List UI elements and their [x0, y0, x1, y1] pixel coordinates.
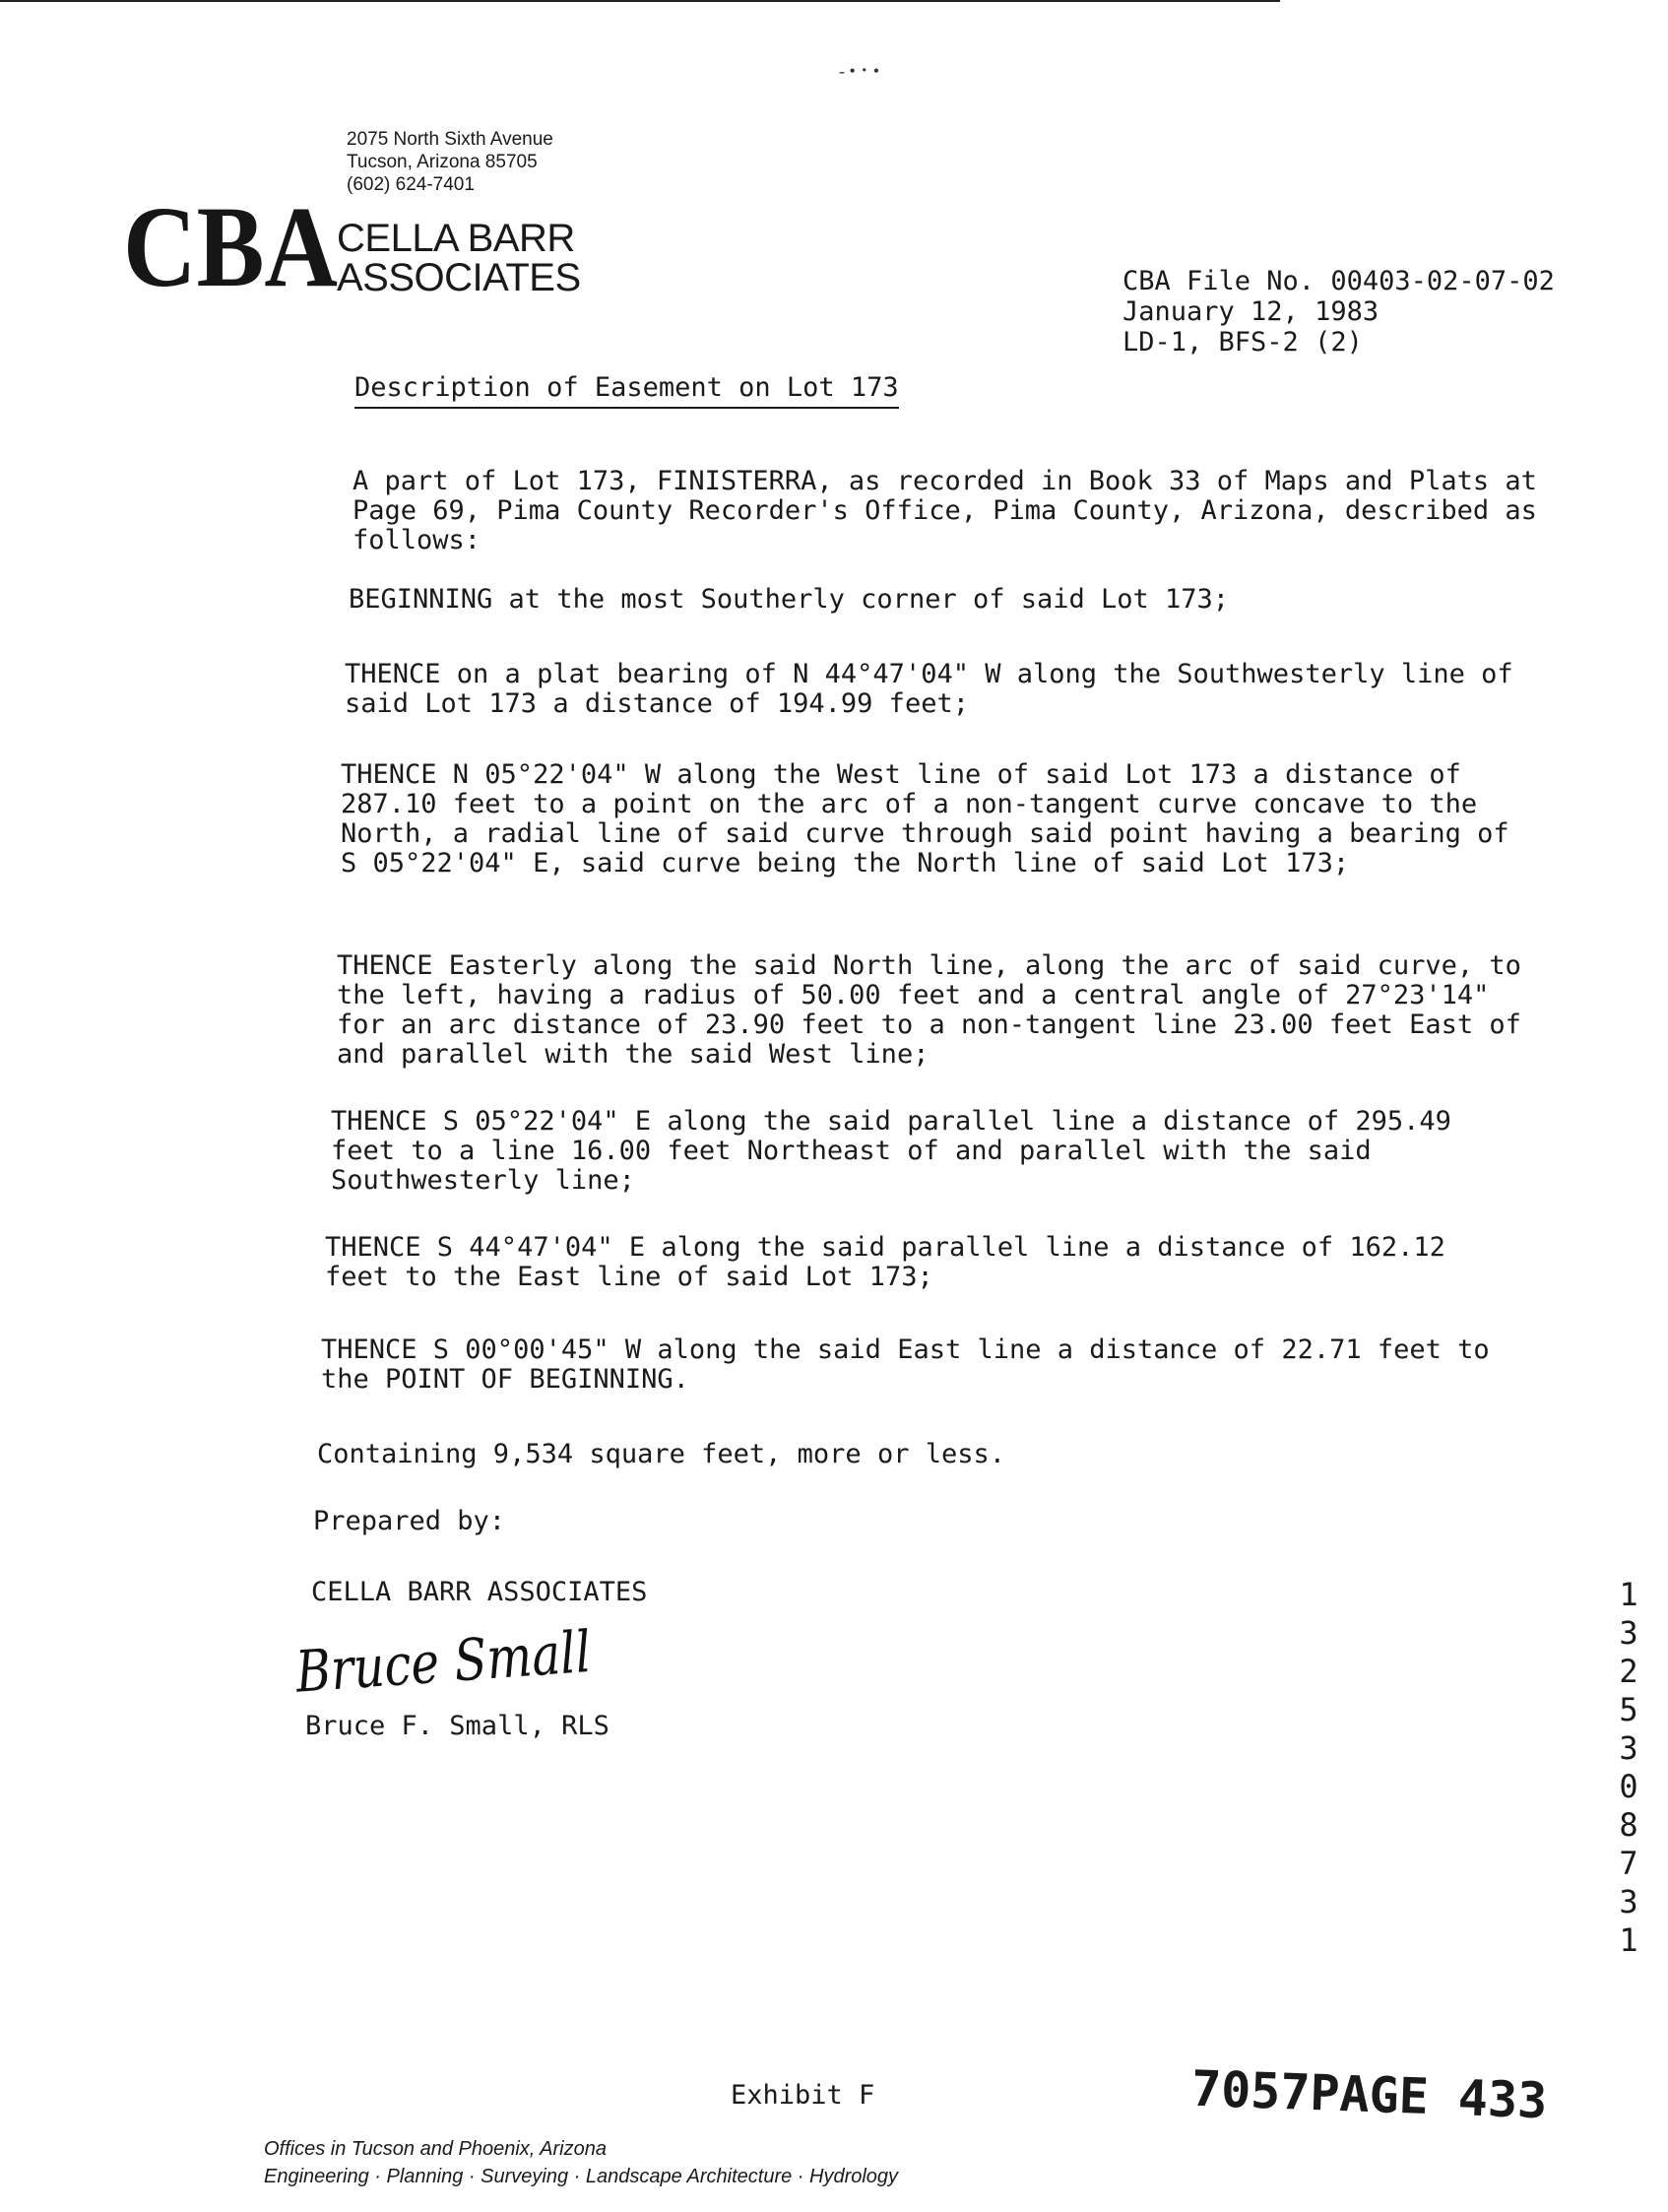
logo-letters: CBA — [123, 182, 338, 311]
body-paragraph: Containing 9,534 square feet, more or less. — [317, 1439, 1005, 1469]
address-line: (602) 624-7401 — [347, 174, 475, 195]
stamp-digit: 0 — [1619, 1768, 1638, 1805]
stamp-digit: 3 — [1619, 1729, 1638, 1767]
body-paragraph: THENCE on a plat bearing of N 44°47'04" W along the Southwesterly line of said Lot 173 a distance of 194.99 feet; — [345, 659, 1513, 719]
exhibit-label: Exhibit F — [731, 2080, 875, 2111]
body-paragraph: CELLA BARR ASSOCIATES — [311, 1577, 648, 1607]
letterhead-address — [347, 128, 553, 196]
stamp-digit: 1 — [1619, 1921, 1638, 1959]
file-number: CBA File No. 00403-02-07-02 — [1123, 266, 1555, 296]
body-paragraph: THENCE N 05°22'04" W along the West line of said Lot 173 a distance of 287.10 feet to a point on the arc of a non-tangent curve concave to the North, a radial line of said curve through said point having a bearing of S 05°22'04" E, said curve being the North line of said Lot 173; — [341, 759, 1509, 878]
body-paragraph: THENCE S 05°22'04" E along the said parallel line a distance of 295.49 feet to a line 16.00 feet Northeast of and parallel with the said Southwesterly line; — [331, 1106, 1451, 1196]
document-date: January 12, 1983 — [1123, 296, 1379, 327]
cba-logo-icon — [123, 182, 340, 311]
stamp-digit: 1 — [1619, 1576, 1638, 1613]
address-line: 2075 North Sixth Avenue — [347, 129, 553, 150]
stamp-digit: 5 — [1619, 1691, 1638, 1728]
address-line: Tucson, Arizona 85705 — [347, 152, 538, 172]
side-record-stamp — [1612, 1576, 1645, 1960]
signer-name: Bruce F. Small, RLS — [305, 1711, 609, 1741]
body-paragraph: THENCE Easterly along the said North line, along the arc of said curve, to the left, having a radius of 50.00 feet and a central angle of 27°23'14" for an arc distance of 23.90 feet to a non-tangent line 23.00 feet East of and parallel with the said West line; — [337, 950, 1521, 1070]
signature-icon — [290, 1610, 652, 1709]
footer-offices: Offices in Tucson and Phoenix, Arizona — [264, 2138, 607, 2160]
stamp-digit: 8 — [1619, 1806, 1638, 1844]
scan-speck: ‑ • ･ • — [839, 61, 880, 81]
book-page-stamp: 7057PAGE 433 — [1190, 2059, 1549, 2130]
letterhead-firm-name — [337, 219, 581, 297]
reference-code: LD-1, BFS-2 (2) — [1123, 327, 1363, 358]
stamp-digit: 3 — [1619, 1883, 1638, 1920]
firm-line: ASSOCIATES — [337, 256, 581, 299]
document-title: Description of Easement on Lot 173 — [354, 372, 899, 403]
body-paragraph: THENCE S 00°00'45" W along the said East line a distance of 22.71 feet to the POINT OF BEGINNING. — [321, 1334, 1490, 1395]
body-paragraph: THENCE S 44°47'04" E along the said parallel line a distance of 162.12 feet to the East line of said Lot 173; — [325, 1232, 1445, 1292]
stamp-digit: 7 — [1619, 1845, 1638, 1882]
body-paragraph: Prepared by: — [313, 1506, 506, 1536]
stamp-digit: 2 — [1619, 1653, 1638, 1690]
body-paragraph: A part of Lot 173, FINISTERRA, as recorded in Book 33 of Maps and Plats at Page 69, Pima County Recorder's Office, Pima County, Arizona, described as follows: — [353, 466, 1537, 555]
body-paragraph: BEGINNING at the most Southerly corner of said Lot 173; — [349, 584, 1230, 615]
letterhead-footer — [264, 2135, 898, 2190]
footer-services: Engineering · Planning · Surveying · Landscape Architecture · Hydrology — [264, 2166, 899, 2187]
top-rule — [0, 0, 1280, 2]
firm-line: CELLA BARR — [337, 217, 575, 260]
signature-handwriting: Bruce Small — [293, 1613, 652, 1706]
stamp-digit: 3 — [1619, 1614, 1638, 1652]
file-info-block — [1123, 266, 1555, 358]
